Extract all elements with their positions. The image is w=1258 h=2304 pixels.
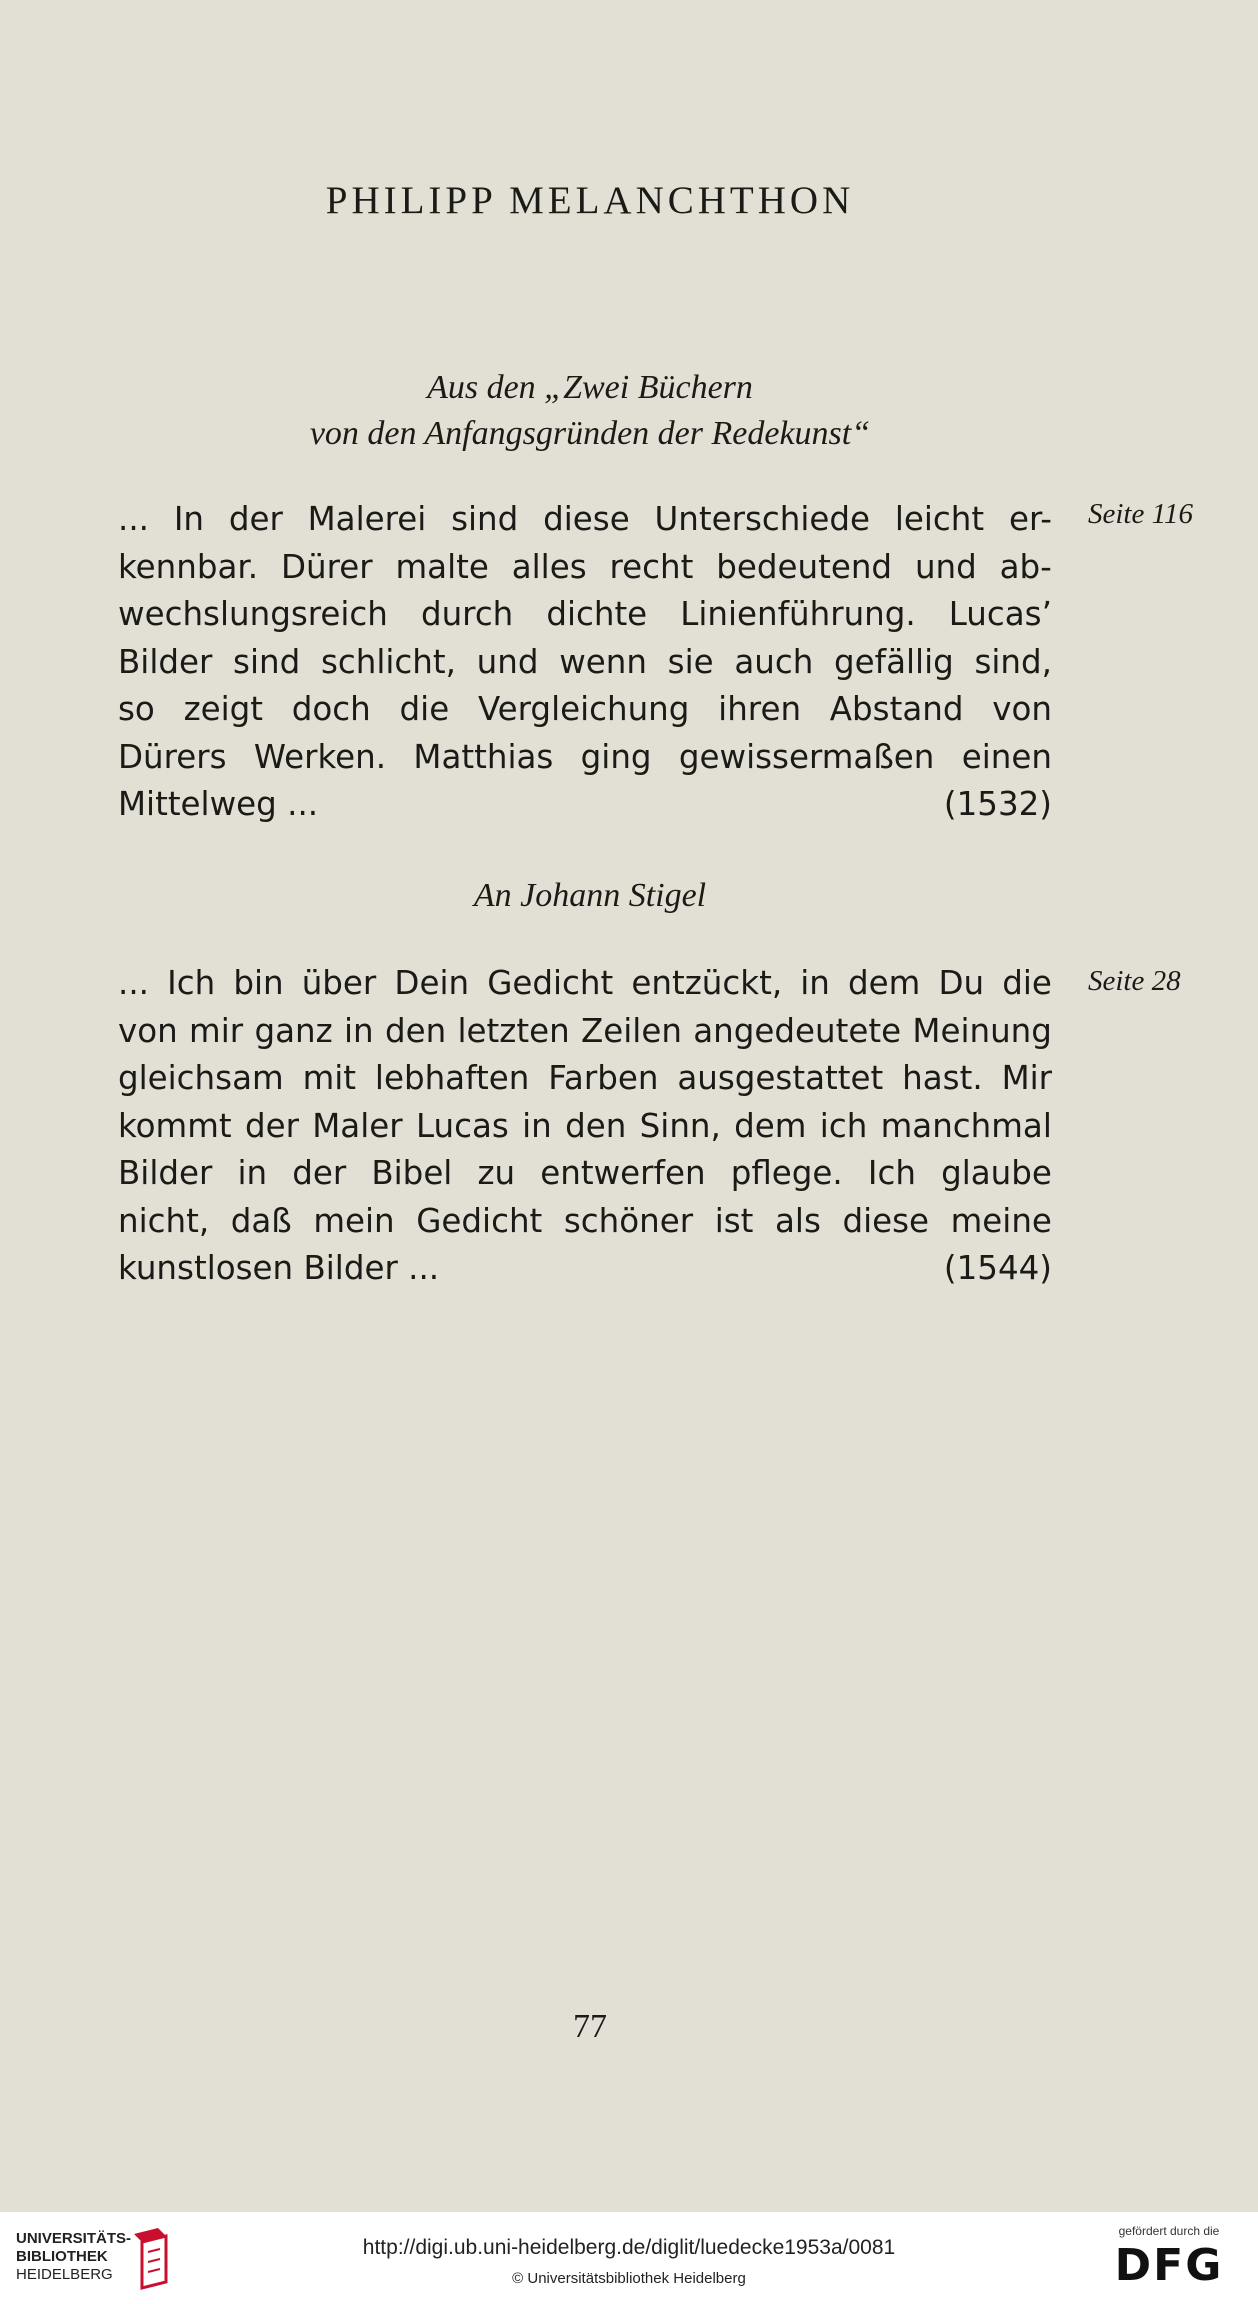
word: über [301, 964, 377, 1002]
word: Bibel [371, 1154, 453, 1192]
word: den [565, 1106, 627, 1145]
footer-url-link[interactable]: http://digi.ub.uni-heidelberg.de/diglit/luedecke1953a/0081 [362, 2236, 896, 2259]
word: daß [230, 1201, 292, 1240]
word: gefällig [834, 642, 954, 681]
word: (1544) [943, 1249, 1052, 1287]
word: Dein [394, 964, 470, 1002]
footer-copyright: © Universitätsbibliothek Heidelberg [512, 2270, 746, 2287]
word: Ich [867, 1154, 916, 1192]
word: Farben [548, 1059, 659, 1097]
word: kunstlosen Bilder ... [118, 1249, 440, 1287]
word: Du [938, 964, 985, 1002]
sponsor-label: gefördert durch die [1118, 2224, 1220, 2238]
word: so [118, 690, 155, 728]
word: in [522, 1106, 552, 1145]
word: in [237, 1154, 268, 1192]
word: Vergleichung [477, 690, 690, 728]
page-number: 77 [573, 2008, 607, 2045]
word: recht [609, 547, 694, 586]
word: dem [734, 1106, 807, 1145]
word: als [775, 1201, 821, 1240]
word: er- [1008, 500, 1052, 538]
word: mein [313, 1201, 395, 1240]
word: letzten [457, 1011, 570, 1050]
word: Meinung [912, 1011, 1052, 1050]
text-line [118, 639, 1052, 687]
word: in [800, 964, 830, 1002]
text-line [118, 734, 1052, 782]
word: Zeilen [581, 1011, 682, 1050]
word: pflege. [730, 1154, 843, 1192]
word: in [343, 1011, 374, 1050]
word: entwerfen [540, 1154, 706, 1192]
word: Linienführung. [680, 595, 916, 633]
word: ... [118, 500, 149, 538]
word: der [244, 1106, 299, 1145]
word: glaube [941, 1154, 1052, 1192]
word: (1532) [943, 785, 1052, 823]
word: meine [950, 1201, 1052, 1240]
word: doch [291, 690, 371, 728]
word: schöner [563, 1201, 694, 1240]
word: manchmal [880, 1106, 1052, 1145]
word: Mittelweg ... [118, 785, 319, 823]
footer-bar [0, 2212, 1258, 2304]
word: alles [511, 547, 587, 586]
word: Unterschiede [654, 500, 871, 538]
word: ging [580, 737, 652, 776]
word: wechslungsreich [118, 595, 388, 633]
word: Dürers [118, 737, 227, 776]
word: Gedicht [487, 964, 614, 1002]
word: Bilder [118, 1154, 213, 1192]
word: ausgestattet [677, 1059, 884, 1097]
word: gleichsam [118, 1059, 284, 1097]
text-line [118, 960, 1052, 1008]
text-line [118, 544, 1052, 592]
word: der [228, 500, 283, 538]
word: mit [302, 1059, 357, 1097]
word: nicht, [118, 1201, 210, 1240]
word: leicht [894, 500, 985, 538]
word: Lucas’ [948, 595, 1052, 633]
section1-title-line2: von den Anfangsgründen der Redekunst“ [309, 415, 871, 452]
word: Maler [312, 1106, 403, 1145]
word: diese [842, 1201, 930, 1240]
word: ganz [254, 1011, 333, 1050]
word: ist [714, 1201, 754, 1240]
word: angedeutete [693, 1011, 902, 1050]
word: bin [233, 964, 284, 1002]
word: bedeutend [716, 547, 893, 586]
text-line [118, 1198, 1052, 1246]
word: von [118, 1011, 178, 1050]
text-line [118, 1055, 1052, 1103]
word: gewissermaßen [678, 737, 935, 776]
word: die [1002, 964, 1052, 1002]
word: die [399, 690, 450, 728]
word: auch [734, 642, 814, 681]
word: und [914, 547, 977, 586]
word: Dürer [280, 547, 373, 586]
word: Abstand [829, 690, 964, 728]
text-line [118, 686, 1052, 734]
section2-title: An Johann Stigel [473, 877, 707, 914]
word: ich [819, 1106, 868, 1145]
text-line [118, 781, 1052, 829]
library-name-line2: BIBLIOTHEK [16, 2248, 108, 2265]
library-name-line1: UNIVERSITÄTS- [16, 2230, 132, 2247]
word: einen [961, 737, 1052, 776]
word: kennbar. [118, 547, 259, 586]
word: Mir [1001, 1059, 1052, 1097]
word: zeigt [183, 690, 264, 728]
word: hast. [902, 1059, 983, 1097]
word: sie [667, 642, 714, 681]
word: von [992, 690, 1052, 728]
word: schlicht, [320, 642, 456, 681]
text-line [118, 591, 1052, 639]
section2-body [118, 960, 1052, 1293]
word: sind [451, 500, 519, 538]
word: lebhaften [374, 1059, 530, 1097]
word: Sinn, [639, 1106, 721, 1145]
section1-margin-note: Seite 116 [1088, 498, 1193, 530]
word: malte [395, 547, 489, 586]
word: den [384, 1011, 447, 1050]
word: ... [118, 964, 149, 1002]
library-name-line3: HEIDELBERG [16, 2266, 113, 2283]
section2-margin-note: Seite 28 [1088, 965, 1181, 997]
text-line [118, 496, 1052, 544]
page-heading: PHILIPP MELANCHTHON [325, 179, 855, 222]
word: In [173, 500, 204, 538]
word: ab- [999, 547, 1052, 586]
word: dichte [546, 595, 648, 633]
word: diese [543, 500, 630, 538]
word: entzückt, [631, 964, 783, 1002]
word: kommt [118, 1106, 232, 1145]
word: Matthias [413, 737, 554, 776]
word: und [476, 642, 539, 681]
text-line [118, 1150, 1052, 1198]
section1-title-line1: Aus den „Zwei Büchern [427, 369, 753, 406]
text-line [118, 1008, 1052, 1056]
text-line [118, 1245, 1052, 1293]
word: Ich [167, 964, 216, 1002]
word: sind [233, 642, 301, 681]
section1-body [118, 496, 1052, 829]
word: mir [189, 1011, 244, 1050]
word: wenn [559, 642, 647, 681]
text-line [118, 1103, 1052, 1151]
word: Gedicht [416, 1201, 543, 1240]
word: durch [420, 595, 514, 633]
word: ihren [718, 690, 802, 728]
word: der [292, 1154, 347, 1192]
word: Lucas [415, 1106, 509, 1145]
word: Werken. [253, 737, 387, 776]
dfg-logo: DFG [1114, 2240, 1224, 2291]
word: sind, [974, 642, 1052, 681]
word: Bilder [118, 642, 213, 681]
word: dem [848, 964, 921, 1002]
word: zu [477, 1154, 516, 1192]
word: Malerei [307, 500, 427, 538]
